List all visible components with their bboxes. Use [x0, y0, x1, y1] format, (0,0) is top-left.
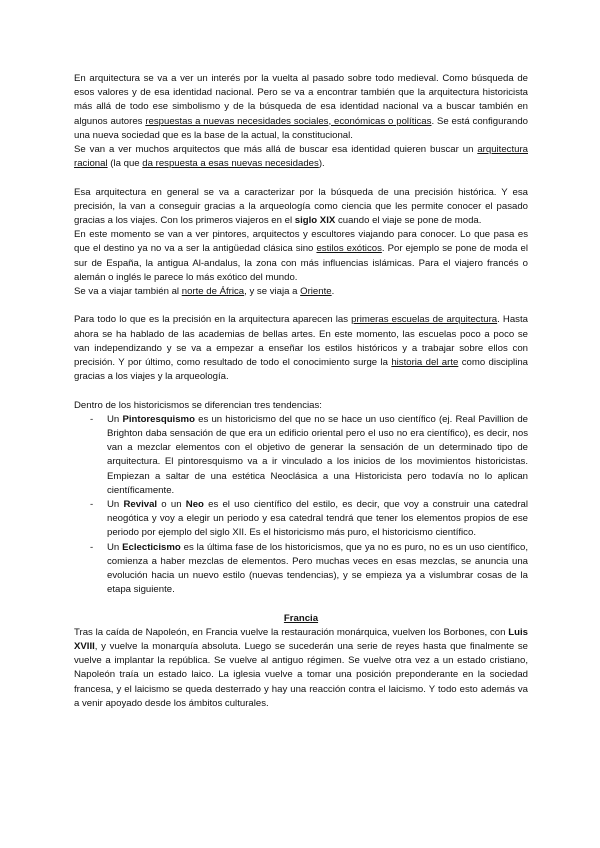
paragraph-6: Para todo lo que es la precisión en la arquitectura aparecen las primeras escuelas de arquitectura. Hasta ahora se ha hablado de las academias de bellas artes. En este momento, las escuelas poco a poco se van independizando y se va a empezar a enseñar los estilos históricos y a trabajar sobre ellos con precisión. Y por último, como resultado de todo el conocimiento surge la historia del arte como disciplina gracias a los viajes y la arqueología.: [74, 314, 528, 383]
dash-bullet: -: [90, 541, 94, 553]
bold-term: Eclecticismo: [122, 541, 181, 553]
paragraph-gap: [74, 597, 528, 611]
underlined-phrase: primeras escuelas de arquitectura: [351, 314, 498, 326]
list-item: - Un Pintoresquismo es un historicismo del que no se hace un uso científico (ej. Real Pavillion de Brighton daba sensación de que era un edificio oriental pero el uso no era científico), es decir, nos van a mezclar elementos con el objetivo de generar la sensación de un determinado tipo de arquitectura. El pintoresquismo va a ir vinculado a los inicios de los movimientos historicistas. Empiezan a saltar de una estética Neoclásica a una Historicista pero todavía no lo aplican científicamente.: [90, 413, 528, 496]
bold-term: Revival: [123, 499, 158, 511]
paragraph-8: Tras la caída de Napoleón, en Francia vuelve la restauración monárquica, vuelven los Borbones, con Luis XVIII, y vuelve la monarquía absoluta. Luego se sucederán una serie de reyes hasta que finalmente se vuelve a implantar la república. Se vuelve al antiguo régimen. Se vuelve otra vez a un estado cristiano, Napoleón traía un estado laico. La iglesia vuelve a tomar una posición preponderante en la sociedad francesa, y el laicismo se queda desterrado y hay una reacción contra el laicismo. Y todo esto además va a venir apoyado desde los ámbitos culturales.: [74, 626, 528, 709]
bold-term: Luis XVIII: [74, 626, 528, 653]
underlined-phrase: estilos exóticos: [316, 243, 382, 255]
paragraph-gap: [74, 384, 528, 398]
paragraph-gap: [74, 299, 528, 313]
paragraph-7: Dentro de los historicismos se diferencian tres tendencias:: [74, 399, 322, 411]
paragraph-2: Se van a ver muchos arquitectos que más allá de buscar esa identidad quieren buscar un arquitectura racional (la que da respuesta a esas nuevas necesidades).: [74, 144, 528, 170]
section-heading: Francia: [283, 612, 319, 624]
underlined-phrase: arquitectura racional: [74, 144, 528, 170]
paragraph-5: Se va a viajar también al norte de África, y se viaja a Oriente.: [74, 286, 335, 298]
bold-term: Neo: [185, 499, 204, 511]
paragraph-gap: [74, 171, 528, 185]
dash-bullet: -: [90, 499, 94, 511]
underlined-phrase: norte de África: [181, 286, 245, 298]
underlined-phrase: respuestas a nuevas necesidades sociales, económicas o políticas: [145, 115, 432, 127]
underlined-phrase: da respuesta a esas nuevas necesidades: [142, 158, 319, 170]
list-item: - Un Eclecticismo es la última fase de los historicismos, que ya no es puro, no es un uso científico, comienza a haber mezclas de elementos. Pero muchas veces en esas mezclas, se anuncia una evolución hacia un nuevo estilo (nuevas tendencias), y se empieza ya a vislumbrar cosas de la etapa siguiente.: [90, 541, 528, 596]
dash-bullet: -: [90, 413, 94, 425]
list-item: - Un Revival o un Neo es el uso científico del estilo, es decir, que voy a construir una catedral neogótica y voy a elegir un periodo y esa catedral tendrá que tener los elementos propios de ese periodo por ejemplo del siglo XII. Es el historicismo más puro, el historicismo científico.: [90, 499, 528, 539]
tendencies-list: [74, 413, 528, 598]
bold-term: Pintoresquismo: [122, 413, 195, 425]
bold-term: siglo XIX: [294, 215, 336, 227]
underlined-phrase: historia del arte: [391, 357, 459, 369]
underlined-phrase: Oriente: [300, 286, 332, 298]
document-body: [74, 72, 528, 711]
paragraph-1: En arquitectura se va a ver un interés por la vuelta al pasado sobre todo medieval. Como búsqueda de esos valores y de esa identidad nacional. Pero se va a encontrar también que la arquitectura historicista más allá de todo ese simbolismo y de la búsqueda de esa identidad nacional va a buscar también en algunos autores respuestas a nuevas necesidades sociales, económicas o políticas. Se está configurando una nueva sociedad que es la base de la actual, la constitucional.: [74, 73, 529, 141]
paragraph-3: Esa arquitectura en general se va a caracterizar por la búsqueda de una precisión histórica. Y esa precisión, la van a conseguir gracias a la arqueología como ciencia que les permite conocer el pasado gracias a los viajes. Con los primeros viajeros en el siglo XIX cuando el viaje se pone de moda.: [74, 186, 528, 227]
paragraph-4: En este momento se van a ver pintores, arquitectos y escultores viajando para conocer. Lo que pasa es que el destino ya no va a ser la antigüedad clásica sino estilos exóticos. Por ejemplo se pone de moda el sur de España, la antigua Al-andalus, la zona con más influencias islámicas. Para el viajero francés o alemán o inglés le parece lo más exótico del mundo.: [74, 229, 528, 283]
